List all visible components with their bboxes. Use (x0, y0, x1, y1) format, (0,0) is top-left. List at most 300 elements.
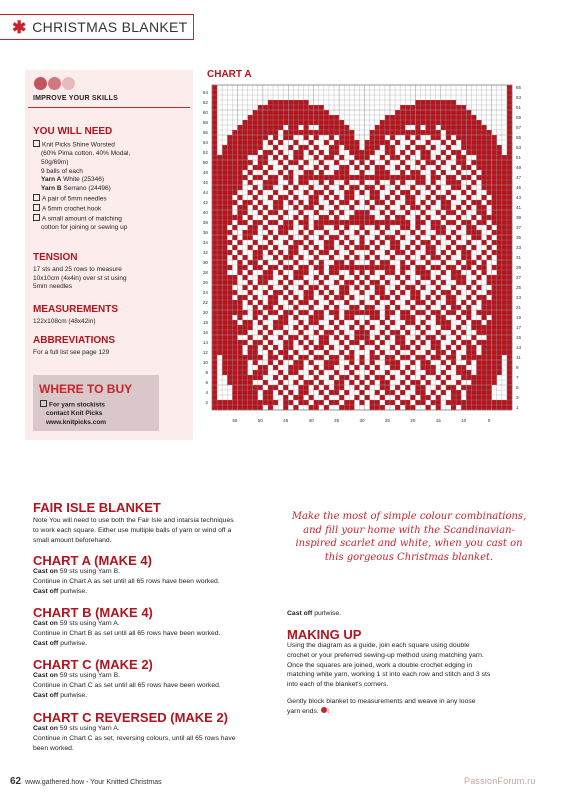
stitch-cell (217, 165, 222, 170)
stitch-cell (243, 210, 248, 215)
stitch-cell (212, 255, 217, 260)
stitch-cell (385, 115, 390, 120)
stitch-cell (446, 355, 451, 360)
stitch-cell (258, 175, 263, 180)
stitch-cell (304, 295, 309, 300)
stitch-cell (492, 200, 497, 205)
stitch-cell (441, 120, 446, 125)
stitch-cell (283, 265, 288, 270)
stitch-cell (304, 170, 309, 175)
stitch-cell (471, 190, 476, 195)
stitch-cell (375, 405, 380, 410)
stitch-cell (217, 160, 222, 165)
stitch-cell (319, 170, 324, 175)
stitch-cell (288, 100, 293, 105)
stitch-cell (288, 355, 293, 360)
stitch-cell (365, 155, 370, 160)
stitch-cell (263, 225, 268, 230)
stitch-cell (248, 395, 253, 400)
stitch-cell (212, 395, 217, 400)
stitch-cell (232, 340, 237, 345)
stitch-cell (410, 260, 415, 265)
stitch-cell (502, 205, 507, 210)
stitch-cell (298, 175, 303, 180)
stitch-cell (278, 350, 283, 355)
stitch-cell (380, 405, 385, 410)
stitch-cell (502, 175, 507, 180)
stitch-cell (492, 330, 497, 335)
stitch-cell (293, 325, 298, 330)
stitch-cell (217, 235, 222, 240)
stitch-cell (314, 365, 319, 370)
stitch-cell (354, 395, 359, 400)
stitch-cell (446, 155, 451, 160)
stitch-cell (278, 160, 283, 165)
stitch-cell (344, 190, 349, 195)
stitch-cell (497, 370, 502, 375)
stitch-cell (390, 375, 395, 380)
stitch-cell (243, 255, 248, 260)
stitch-cell (334, 315, 339, 320)
stitch-cell (497, 150, 502, 155)
stitch-cell (436, 295, 441, 300)
stitch-cell (324, 165, 329, 170)
stitch-cell (400, 190, 405, 195)
stitch-cell (339, 290, 344, 295)
row-label: 2 (205, 400, 208, 405)
stitch-cell (502, 275, 507, 280)
stitch-cell (497, 285, 502, 290)
stitch-cell (431, 345, 436, 350)
stitch-cell (273, 155, 278, 160)
stitch-cell (451, 195, 456, 200)
stitch-cell (263, 245, 268, 250)
stitch-cell (497, 145, 502, 150)
stitch-cell (471, 355, 476, 360)
stitch-cell (217, 190, 222, 195)
stitch-cell (324, 395, 329, 400)
stitch-cell (304, 180, 309, 185)
stitch-cell (492, 290, 497, 295)
row-label: 29 (516, 265, 522, 270)
stitch-cell (400, 260, 405, 265)
stitch-cell (390, 270, 395, 275)
stitch-cell (476, 150, 481, 155)
stitch-cell (507, 240, 512, 245)
stitch-cell (507, 210, 512, 215)
stitch-cell (243, 150, 248, 155)
row-label: 4 (205, 390, 208, 395)
stitch-cell (273, 190, 278, 195)
stitch-cell (288, 290, 293, 295)
stitch-cell (481, 170, 486, 175)
stitch-cell (314, 130, 319, 135)
stitch-cell (248, 170, 253, 175)
stitch-cell (395, 340, 400, 345)
stitch-cell (237, 385, 242, 390)
stitch-cell (385, 250, 390, 255)
stitch-cell (329, 320, 334, 325)
stitch-cell (212, 195, 217, 200)
row-label: 60 (202, 110, 208, 115)
stitch-cell (359, 225, 364, 230)
stitch-cell (217, 200, 222, 205)
stitch-cell (309, 140, 314, 145)
stitch-cell (248, 280, 253, 285)
stitch-cell (227, 280, 232, 285)
stitch-cell (426, 245, 431, 250)
stitch-cell (390, 400, 395, 405)
stitch-cell (380, 120, 385, 125)
stitch-cell (451, 230, 456, 235)
stitch-cell (471, 390, 476, 395)
stitch-cell (446, 255, 451, 260)
stitch-cell (471, 245, 476, 250)
stitch-cell (497, 350, 502, 355)
stitch-cell (487, 245, 492, 250)
stitch-cell (278, 205, 283, 210)
stitch-cell (222, 290, 227, 295)
stitch-cell (426, 305, 431, 310)
stitch-cell (441, 250, 446, 255)
stitch-cell (415, 325, 420, 330)
stitch-cell (339, 140, 344, 145)
stitch-cell (451, 150, 456, 155)
stitch-cell (309, 320, 314, 325)
stitch-cell (263, 370, 268, 375)
stitch-cell (212, 290, 217, 295)
stitch-cell (349, 265, 354, 270)
stitch-cell (227, 340, 232, 345)
stitch-cell (492, 315, 497, 320)
stitch-cell (237, 170, 242, 175)
stitch-cell (502, 190, 507, 195)
stitch-cell (487, 300, 492, 305)
stitch-cell (227, 135, 232, 140)
knitpicks-link[interactable]: www.knitpicks.com (46, 418, 107, 426)
row-label: 27 (516, 275, 522, 280)
stitch-cell (237, 135, 242, 140)
stitch-cell (365, 365, 370, 370)
tension-text: 17 sts and 25 rows to measure 10x10cm (4x4in) over st st using 5mm needles (33, 266, 127, 291)
stitch-cell (507, 390, 512, 395)
stitch-cell (451, 265, 456, 270)
stitch-cell (385, 145, 390, 150)
stitch-cell (456, 315, 461, 320)
stitch-cell (329, 200, 334, 205)
stitch-cell (436, 265, 441, 270)
stitch-cell (390, 365, 395, 370)
stitch-cell (319, 340, 324, 345)
stitch-cell (222, 220, 227, 225)
stitch-cell (365, 175, 370, 180)
stitch-cell (370, 325, 375, 330)
stitch-cell (354, 145, 359, 150)
stitch-cell (471, 385, 476, 390)
stitch-cell (420, 110, 425, 115)
stitch-cell (248, 125, 253, 130)
stitch-cell (309, 150, 314, 155)
stitch-cell (502, 230, 507, 235)
stitch-cell (237, 240, 242, 245)
stitch-cell (212, 205, 217, 210)
stitch-cell (456, 155, 461, 160)
stitch-cell (263, 185, 268, 190)
stitch-cell (237, 130, 242, 135)
stitch-cell (324, 125, 329, 130)
stitch-cell (476, 130, 481, 135)
stitch-cell (436, 240, 441, 245)
stitch-cell (349, 145, 354, 150)
stitch-cell (420, 105, 425, 110)
stitch-cell (232, 385, 237, 390)
stitch-cell (431, 145, 436, 150)
stitch-cell (283, 340, 288, 345)
stitch-cell (258, 140, 263, 145)
stitch-cell (293, 295, 298, 300)
stitch-cell (431, 100, 436, 105)
stitch-cell (400, 270, 405, 275)
stitch-label: 10 (461, 418, 467, 423)
stitch-cell (390, 255, 395, 260)
stitch-cell (273, 120, 278, 125)
stitch-cell (237, 215, 242, 220)
stitch-cell (446, 145, 451, 150)
stitch-cell (436, 330, 441, 335)
stitch-cell (507, 115, 512, 120)
stitch-cell (400, 280, 405, 285)
stitch-cell (268, 265, 273, 270)
stitch-cell (319, 105, 324, 110)
stitch-cell (461, 320, 466, 325)
stitch-label: 5 (487, 418, 491, 423)
stitch-cell (405, 275, 410, 280)
stitch-cell (283, 355, 288, 360)
stitch-cell (436, 230, 441, 235)
stitch-cell (487, 355, 492, 360)
stitch-cell (487, 405, 492, 410)
stitch-cell (492, 215, 497, 220)
stitch-cell (344, 180, 349, 185)
stitch-cell (461, 155, 466, 160)
stitch-cell (314, 165, 319, 170)
stitch-cell (507, 385, 512, 390)
stitch-cell (390, 125, 395, 130)
stitch-cell (212, 405, 217, 410)
stitch-cell (268, 230, 273, 235)
stitch-cell (380, 265, 385, 270)
stitch-cell (481, 150, 486, 155)
stitch-cell (502, 165, 507, 170)
stitch-cell (243, 400, 248, 405)
stitch-cell (365, 265, 370, 270)
stitch-cell (349, 240, 354, 245)
stitch-cell (278, 120, 283, 125)
stitch-cell (237, 250, 242, 255)
stitch-cell (456, 135, 461, 140)
stitch-cell (304, 205, 309, 210)
stitch-cell (258, 370, 263, 375)
stitch-cell (431, 335, 436, 340)
stitch-cell (258, 110, 263, 115)
stitch-cell (471, 200, 476, 205)
row-label: 28 (202, 270, 208, 275)
stitch-cell (431, 245, 436, 250)
stitch-cell (507, 395, 512, 400)
stitch-cell (481, 380, 486, 385)
stitch-cell (298, 330, 303, 335)
stitch-cell (283, 350, 288, 355)
stitch-cell (436, 165, 441, 170)
stitch-cell (436, 210, 441, 215)
stitch-cell (441, 380, 446, 385)
stitch-cell (329, 120, 334, 125)
stitch-cell (283, 275, 288, 280)
stitch-cell (446, 400, 451, 405)
stitch-cell (461, 355, 466, 360)
stitch-cell (420, 275, 425, 280)
stitch-cell (232, 140, 237, 145)
row-label: 1 (516, 405, 519, 410)
stitch-cell (212, 100, 217, 105)
stitch-cell (319, 190, 324, 195)
stitch-cell (507, 185, 512, 190)
stitch-cell (492, 190, 497, 195)
stitch-cell (431, 200, 436, 205)
stitch-cell (339, 135, 344, 140)
stitch-cell (492, 365, 497, 370)
stitch-cell (441, 105, 446, 110)
stitch-cell (446, 365, 451, 370)
stitch-cell (497, 275, 502, 280)
stitch-cell (298, 100, 303, 105)
stitch-cell (309, 340, 314, 345)
stitch-cell (253, 145, 258, 150)
stitch-cell (481, 130, 486, 135)
stitch-cell (288, 370, 293, 375)
stitch-cell (466, 205, 471, 210)
stitch-cell (212, 385, 217, 390)
stitch-cell (222, 180, 227, 185)
stitch-cell (222, 305, 227, 310)
stitch-cell (497, 340, 502, 345)
stitch-cell (273, 365, 278, 370)
stitch-cell (298, 285, 303, 290)
stitch-cell (232, 130, 237, 135)
stitch-cell (461, 365, 466, 370)
stitch-cell (497, 160, 502, 165)
stitch-cell (420, 175, 425, 180)
stitch-cell (466, 375, 471, 380)
stitch-cell (395, 110, 400, 115)
stitch-cell (385, 150, 390, 155)
stitch-cell (502, 200, 507, 205)
stitch-cell (278, 280, 283, 285)
stitch-cell (451, 295, 456, 300)
stitch-cell (502, 330, 507, 335)
stitch-cell (344, 265, 349, 270)
stitch-cell (248, 115, 253, 120)
stitch-cell (232, 155, 237, 160)
stitch-cell (395, 155, 400, 160)
stitch-cell (497, 220, 502, 225)
stitch-cell (426, 250, 431, 255)
stitch-cell (400, 345, 405, 350)
stitch-cell (334, 160, 339, 165)
stitch-cell (304, 380, 309, 385)
stitch-cell (253, 230, 258, 235)
stitch-cell (237, 150, 242, 155)
stitch-cell (395, 245, 400, 250)
stitch-cell (461, 405, 466, 410)
stitch-cell (253, 225, 258, 230)
stitch-cell (476, 285, 481, 290)
stitch-cell (349, 160, 354, 165)
stitch-cell (385, 305, 390, 310)
stitch-cell (329, 235, 334, 240)
stitch-cell (309, 360, 314, 365)
stitch-cell (344, 285, 349, 290)
stitch-cell (446, 125, 451, 130)
chart-c-instructions: Cast on 59 sts using Yarn B. Continue in Chart C as set until all 65 rows have been worked. Cast off purlwise. (33, 672, 221, 699)
stitch-cell (481, 350, 486, 355)
stitch-cell (217, 195, 222, 200)
stitch-cell (380, 340, 385, 345)
stitch-cell (293, 335, 298, 340)
stitch-cell (248, 270, 253, 275)
stitch-cell (502, 280, 507, 285)
stitch-cell (405, 310, 410, 315)
stitch-cell (415, 135, 420, 140)
stitch-cell (420, 300, 425, 305)
where-to-buy-text: For yarn stockists contact Knit Picks www.knitpicks.com (40, 400, 106, 428)
stitch-cell (339, 175, 344, 180)
stitch-cell (476, 265, 481, 270)
stitch-cell (217, 175, 222, 180)
stitch-cell (359, 280, 364, 285)
stitch-cell (456, 335, 461, 340)
stitch-cell (237, 205, 242, 210)
stitch-cell (283, 255, 288, 260)
chart-b-instructions: Cast on 59 sts using Yarn A. Continue in Chart B as set until all 65 rows have been worked. Cast off purlwise. (33, 620, 221, 647)
stitch-cell (456, 260, 461, 265)
stitch-cell (390, 235, 395, 240)
stitch-cell (481, 365, 486, 370)
stitch-cell (426, 215, 431, 220)
stitch-cell (258, 320, 263, 325)
stitch-cell (405, 145, 410, 150)
stitch-cell (354, 230, 359, 235)
stitch-cell (436, 310, 441, 315)
row-label: 45 (516, 185, 522, 190)
stitch-cell (359, 240, 364, 245)
stitch-cell (217, 260, 222, 265)
stitch-cell (476, 380, 481, 385)
stitch-cell (400, 265, 405, 270)
stitch-cell (365, 275, 370, 280)
stitch-cell (278, 150, 283, 155)
stitch-cell (217, 325, 222, 330)
stitch-cell (507, 95, 512, 100)
row-label: 50 (202, 160, 208, 165)
stitch-cell (507, 160, 512, 165)
stitch-cell (319, 125, 324, 130)
stitch-cell (359, 245, 364, 250)
stitch-cell (293, 305, 298, 310)
stitch-cell (319, 270, 324, 275)
stitch-cell (304, 175, 309, 180)
stitch-cell (344, 365, 349, 370)
